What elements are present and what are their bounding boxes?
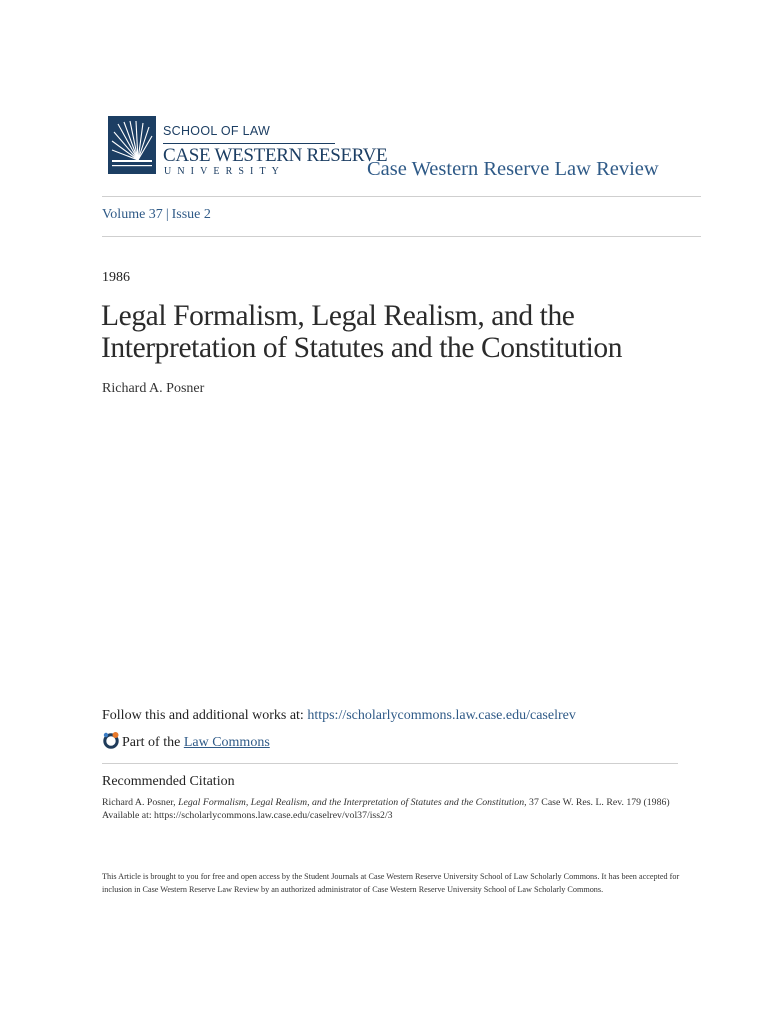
school-logo	[108, 116, 388, 178]
article-title: Legal Formalism, Legal Realism, and the Interpretation of Statutes and the Constitution	[101, 300, 623, 364]
divider-issue	[102, 236, 701, 237]
journal-title-link[interactable]: Case Western Reserve Law Review	[367, 158, 659, 180]
citation-heading: Recommended Citation	[102, 774, 235, 789]
volume-issue	[102, 207, 211, 223]
citation-source: , 37 Case W. Res. L. Rev. 179 (1986)	[524, 797, 670, 808]
issue-link[interactable]: Issue 2	[171, 207, 211, 222]
citation-author: Richard A. Posner,	[102, 797, 179, 808]
logo-school-of-law: SCHOOL OF LAW	[163, 124, 271, 138]
divider-top	[102, 196, 701, 197]
sunburst-logo-icon	[108, 116, 156, 174]
logo-institution: CASE WESTERN RESERVE	[163, 145, 388, 166]
law-commons-link[interactable]: Law Commons	[183, 735, 270, 750]
citation-title: Legal Formalism, Legal Realism, and the Interpretation of Statutes and the Constitution	[178, 797, 525, 808]
follow-url-link[interactable]: https://scholarlycommons.law.case.edu/caselrev	[307, 708, 576, 723]
part-of-label: Part of the	[122, 735, 184, 750]
follow-label: Follow this and additional works at:	[102, 708, 308, 723]
citation-available: Available at: https://scholarlycommons.law.case.edu/caselrev/vol37/iss2/3	[102, 810, 393, 821]
volume-issue-separator: |	[165, 207, 169, 222]
follow-line	[102, 708, 576, 724]
publication-year: 1986	[102, 270, 130, 285]
divider-citation	[102, 763, 678, 764]
article-author: Richard A. Posner	[102, 381, 205, 396]
logo-university: UNIVERSITY	[164, 166, 285, 177]
citation-block	[102, 796, 682, 822]
access-notice: This Article is brought to you for free and open access by the Student Journals at Case Western Reserve University School of Law Scholarly Commons. It has been accepted for inclusion in Case Western Reserve Law Review by an authorized administrator of Case Western Reserve University School of Law Scholarly Commons.	[102, 872, 680, 894]
volume-link[interactable]: Volume 37	[102, 207, 163, 222]
bepress-commons-icon	[102, 731, 120, 749]
part-of-line	[102, 731, 270, 751]
logo-divider	[163, 143, 335, 144]
